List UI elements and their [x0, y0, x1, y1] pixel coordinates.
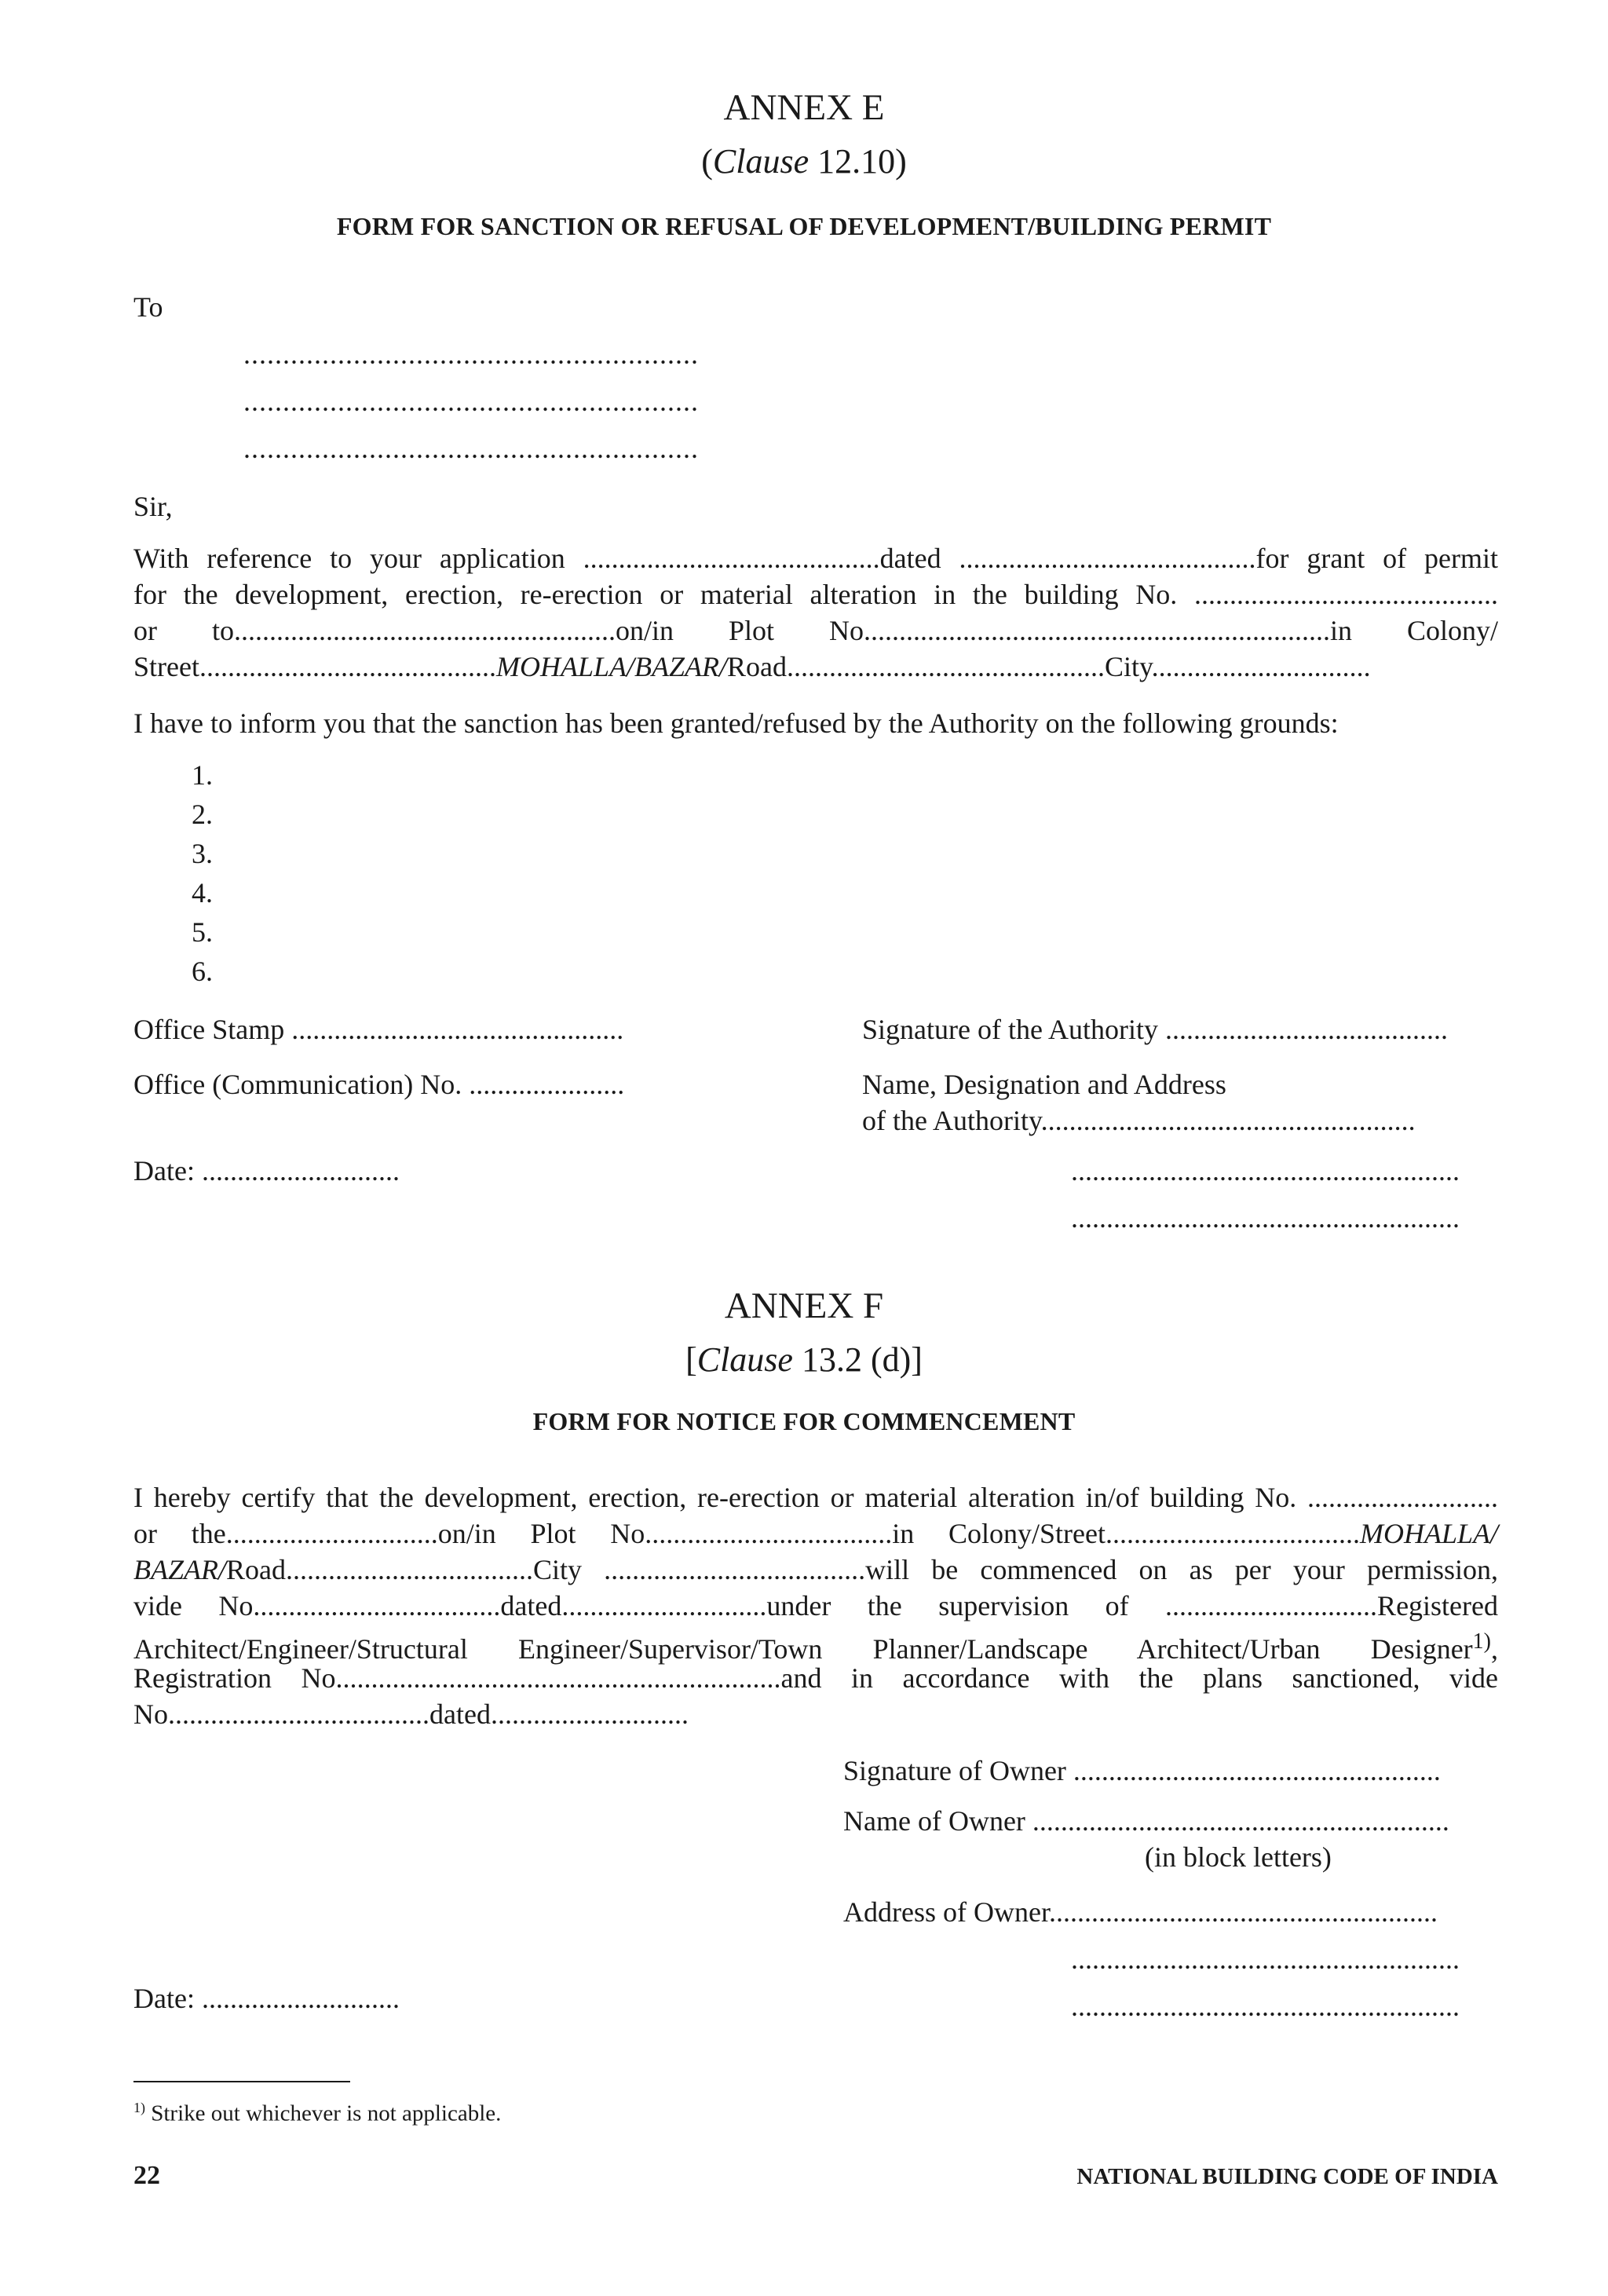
certify-line-2: [133, 1515, 1498, 1552]
annex-e-title: ANNEX E: [723, 87, 885, 128]
road-city-part: Road.............................................City...............................: [726, 651, 1371, 682]
footnote-separator: [133, 2081, 350, 2082]
salutation: Sir,: [133, 491, 173, 522]
office-stamp: Office Stamp ...............................................: [133, 1014, 624, 1045]
street-part: Street..........................................: [133, 651, 496, 682]
publication-name: NATIONAL BUILDING CODE OF INDIA: [1076, 2164, 1498, 2189]
reference-line-4: [133, 649, 1371, 685]
of-the-authority: of the Authority.....................................................: [862, 1105, 1416, 1136]
annex-e-date: Date: ............................: [133, 1155, 400, 1186]
certify-line-4: vide No...................................dated.............................under the supervision of ..............................Registered: [133, 1590, 1498, 1621]
mohalla-bazar: MOHALLA/BAZAR/: [495, 651, 727, 682]
reference-line-2: for the development, erection, re-erection or material alteration in the building No. ...........................................: [133, 579, 1498, 610]
address-of-owner: Address of Owner.......................................................: [843, 1896, 1438, 1928]
address-line-1: ..........................................................: [243, 338, 699, 370]
mohalla: MOHALLA/: [1359, 1518, 1498, 1549]
footnote-text: Strike out whichever is not applicable.: [151, 2100, 502, 2126]
certify-line-7: No.....................................dated............................: [133, 1698, 689, 1730]
ground-5: 5.: [192, 916, 213, 948]
clause-word: Clause: [696, 1340, 793, 1379]
annex-f-date: Date: ............................: [133, 1983, 400, 2014]
bazar: BAZAR/: [133, 1554, 226, 1585]
annex-e-form-title: FORM FOR SANCTION OR REFUSAL OF DEVELOPMENT/BUILDING PERMIT: [336, 212, 1272, 240]
footnote: [133, 2093, 501, 2128]
clause-number: 13.2 (d): [801, 1340, 912, 1379]
clause-number: 12.10: [817, 142, 896, 181]
clause-word: Clause: [712, 142, 809, 181]
reference-line-3: or to......................................................on/in Plot No..................................................................in Colony/: [133, 615, 1498, 646]
page-number: 22: [133, 2161, 160, 2190]
footnote-marker: 1): [133, 2100, 145, 2115]
ground-4: 4.: [192, 877, 213, 909]
certify-line-6: Registration No...............................................................and in accordance with the plans sanctioned, vide: [133, 1662, 1498, 1694]
annex-f-clause: [Clause 13.2 (d)]: [685, 1340, 923, 1379]
office-communication-no: Office (Communication) No. ......................: [133, 1069, 625, 1100]
owner-address-line-3: .......................................................: [1071, 1991, 1460, 2022]
professions-list: Architect/Engineer/Structural Engineer/Supervisor/Town Planner/Landscape Architect/Urban Designer: [133, 1633, 1473, 1665]
ground-6: 6.: [192, 956, 213, 987]
signature-of-authority: Signature of the Authority ........................................: [862, 1014, 1448, 1045]
annex-f-form-title: FORM FOR NOTICE FOR COMMENCEMENT: [532, 1407, 1076, 1435]
certify-line-3: [133, 1552, 1498, 1588]
inform-text: I have to inform you that the sanction has been granted/refused by the Authority on the following grounds:: [133, 707, 1339, 739]
address-line-3: ..........................................................: [243, 433, 699, 464]
certify-line-1: I hereby certify that the development, erection, re-erection or material alteration in/of building No. ...........................: [133, 1482, 1498, 1513]
block-letters-note: (in block letters): [1145, 1841, 1332, 1873]
ground-3: 3.: [192, 838, 213, 869]
footnote-ref: 1): [1472, 1629, 1491, 1654]
annex-e-clause: (Clause 12.10): [701, 142, 907, 181]
ground-2: 2.: [192, 799, 213, 830]
name-of-owner: Name of Owner ...........................................................: [843, 1805, 1449, 1837]
authority-address-line-3: .......................................................: [1071, 1202, 1460, 1234]
reference-line-1: With reference to your application ..........................................dated ..........................................for grant of permit: [133, 543, 1498, 574]
authority-address-line-2: .......................................................: [1071, 1155, 1460, 1186]
signature-of-owner: Signature of Owner ....................................................: [843, 1755, 1441, 1786]
to-label: To: [133, 291, 163, 323]
name-designation-address: Name, Designation and Address: [862, 1069, 1226, 1100]
annex-f-title: ANNEX F: [724, 1285, 884, 1326]
owner-address-line-2: .......................................................: [1071, 1943, 1460, 1975]
comma: ,: [1491, 1633, 1498, 1665]
road-city-permission: Road...................................City .....................................will be commenced on as per your permission,: [225, 1554, 1498, 1585]
address-line-2: ..........................................................: [243, 386, 699, 417]
ground-1: 1.: [192, 759, 213, 791]
plot-colony-part: or the..............................on/in Plot No...................................in Colony/Street....................................: [133, 1518, 1360, 1549]
